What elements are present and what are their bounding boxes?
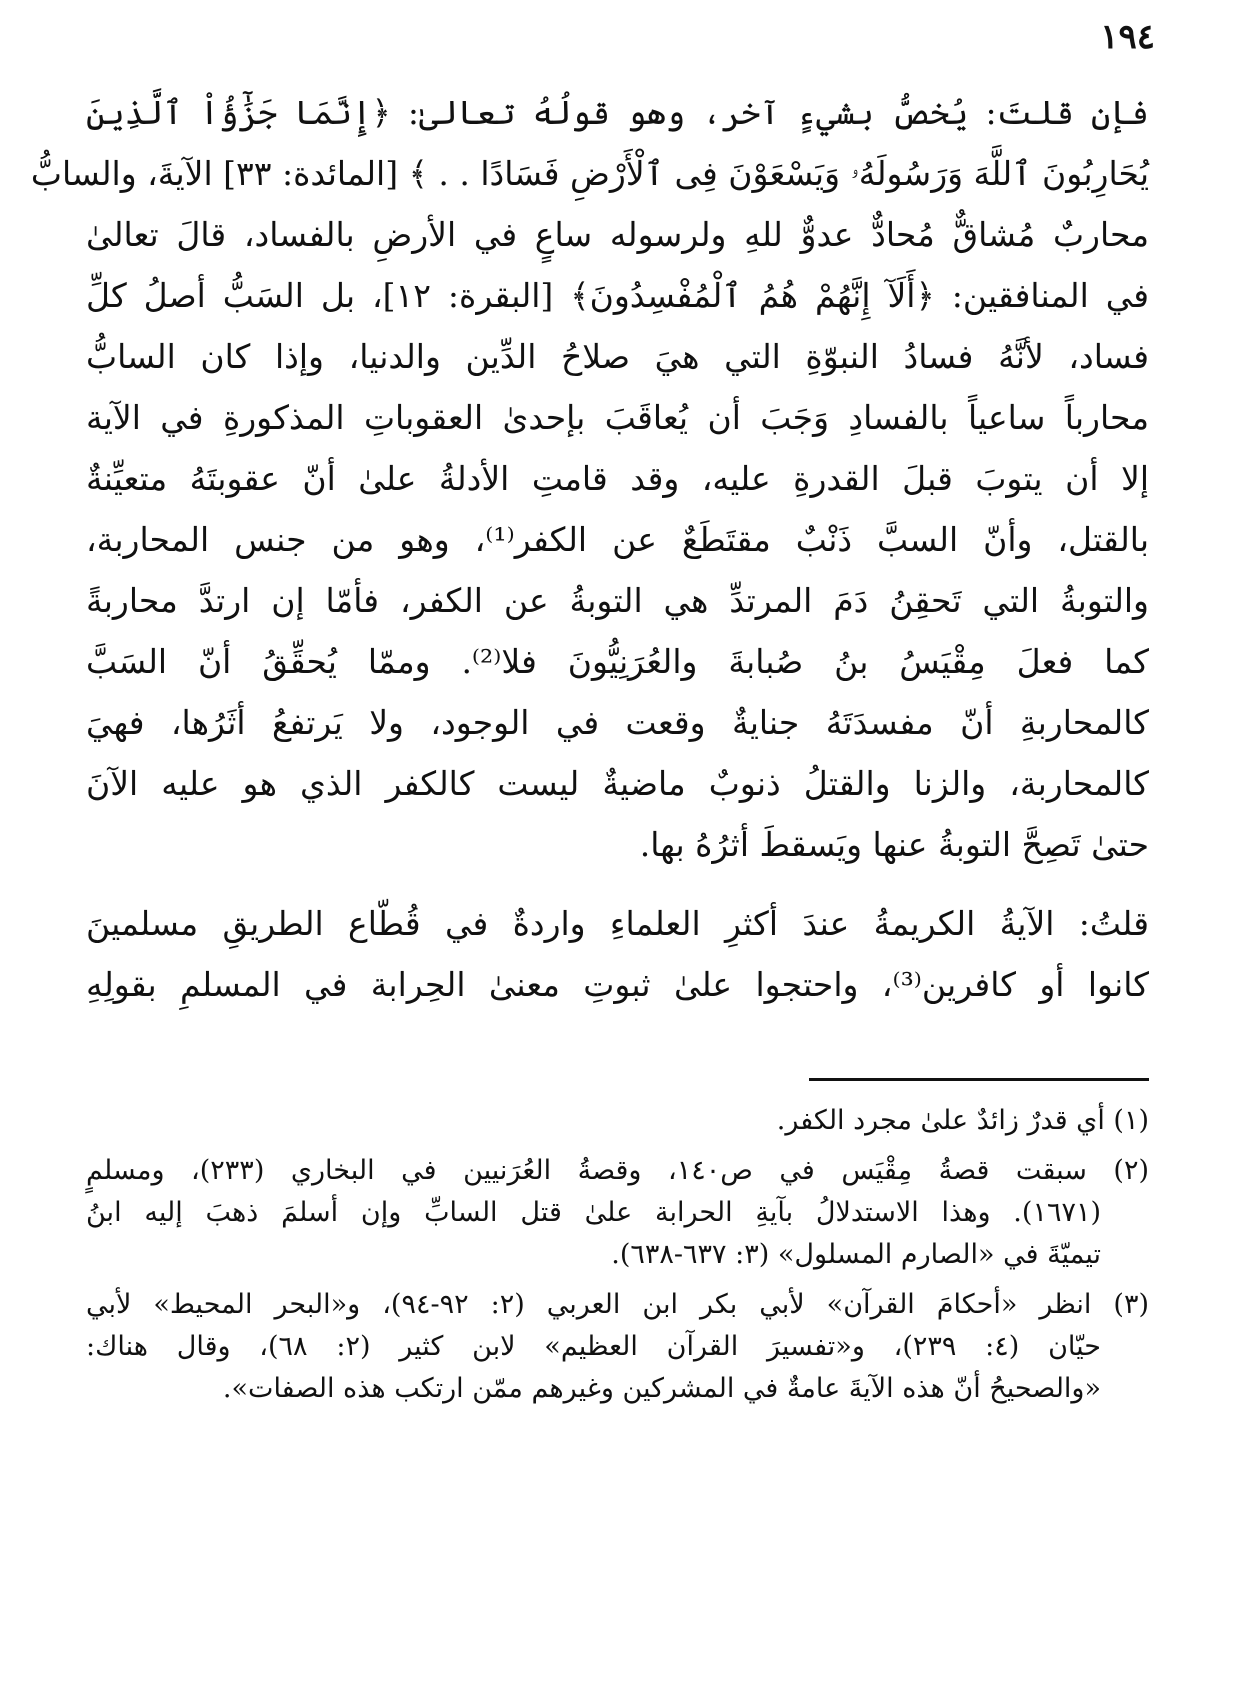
text-line: يُحَارِبُونَ ٱللَّهَ وَرَسُولَهُۥ وَيَسْعَوْنَ فِى ٱلْأَرْضِ فَسَادًا . . ﴾ [المائدة: ٣٣] الآيةَ، والسابُّ [30,154,1149,193]
text-line: قلتُ: الآيةُ الكريمةُ عندَ أكثرِ العلماءِ واردةٌ في قُطّاع الطريقِ مسلمينَ [86,904,1149,943]
footnote-line: تيميّةَ في «الصارم المسلول» (٣: ٦٣٧-٦٣٨). [611,1239,1101,1270]
paragraph [86,893,1149,1015]
footnote-line: (٣) انظر «أحكامَ القرآن» لأبي بكر ابن العربي (٢: ٩٢-٩٤)، و«البحر المحيط» لأبي [86,1289,1149,1320]
footnote-line: (١) أي قدرٌ زائدٌ علىٰ مجرد الكفر. [776,1105,1149,1136]
text-line: محارباً ساعياً بالفسادِ وَجَبَ أن يُعاقَبَ بإحدىٰ العقوباتِ المذكورةِ في الآية [86,398,1149,437]
footnote-line: «والصحيحُ أنّ هذه الآيةَ عامةٌ في المشركين وغيرهم ممّن ارتكب هذه الصفات». [222,1373,1101,1404]
text-line: إلا أن يتوبَ قبلَ القدرةِ عليه، وقد قامتِ الأدلةُ علىٰ أنّ عقوبتَهُ متعيِّنةٌ [86,459,1149,498]
footnote-separator [809,1078,1149,1081]
text-line: محاربٌ مُشاقٌّ مُحادٌّ عدوٌّ للهِ ولرسوله ساعٍ في الأرضِ بالفساد، قالَ تعالىٰ [86,215,1149,254]
main-text [30,82,1150,1015]
footnote-line: حيّان (٤: ٢٣٩)، و«تفسيرَ القرآن العظيم» لابن كثير (٢: ٦٨)، وقال هناك: [86,1331,1101,1362]
text-line: فإن قلتَ: يُخصُّ بشيءٍ آخر، وهو قولُهُ تعالىٰ: ﴿إِنَّمَا جَزَٰٓؤُاْ ٱلَّذِينَ [86,93,1149,132]
footnote-line: (٢) سبقت قصةُ مِقْيَس في ص١٤٠، وقصةُ العُرَنيين في البخاري (٢٣٣)، ومسلمٍ [86,1155,1150,1186]
footnote [86,1150,1149,1276]
footnote [86,1284,1149,1410]
text-line: كما فعلَ مِقْيَسُ بنُ صُبابةَ والعُرَنِيُّونَ فلا⁽²⁾. وممّا يُحقِّقُ أنّ السَبَّ [86,642,1150,681]
text-line: والتوبةُ التي تَحقِنُ دَمَ المرتدِّ هي التوبةُ عن الكفر، فأمّا إن ارتدَّ محاربةً [86,581,1149,620]
page-number: ١٩٤ [1100,17,1155,57]
text-line: حتىٰ تَصِحَّ التوبةُ عنها ويَسقطَ أثرُهُ بها. [639,825,1149,864]
text-line: في المنافقين: ﴿أَلَآ إِنَّهُمْ هُمُ ٱلْمُفْسِدُونَ﴾ [البقرة: ١٢]، بل السَبُّ أصلُ كلِّ [86,276,1149,315]
text-line: بالقتل، وأنّ السبَّ ذَنْبٌ مقتَطَعٌ عن الكفر⁽¹⁾، وهو من جنس المحاربة، [86,520,1149,559]
text-line: كالمحاربة، والزنا والقتلُ ذنوبٌ ماضيةٌ ليست كالكفر الذي هو عليه الآنَ [86,764,1149,803]
footnote [86,1100,1149,1142]
paragraph [30,82,1150,875]
footnotes [86,1100,1149,1410]
text-line: كانوا أو كافرين⁽³⁾، واحتجوا علىٰ ثبوتِ معنىٰ الحِرابة في المسلمِ بقولِهِ [86,965,1149,1004]
footnote-line: (١٦٧١). وهذا الاستدلالُ بآيةِ الحرابة علىٰ قتل السابِّ وإن أسلمَ ذهبَ إليه ابنُ [86,1197,1101,1228]
text-line: فساد، لأنَّهُ فسادُ النبوّةِ التي هيَ صلاحُ الدِّين والدنيا، وإذا كان السابُّ [86,337,1149,376]
text-line: كالمحاربةِ أنّ مفسدَتَهُ جنايةٌ وقعت في الوجود، ولا يَرتفعُ أثَرُها، فهيَ [86,703,1149,742]
